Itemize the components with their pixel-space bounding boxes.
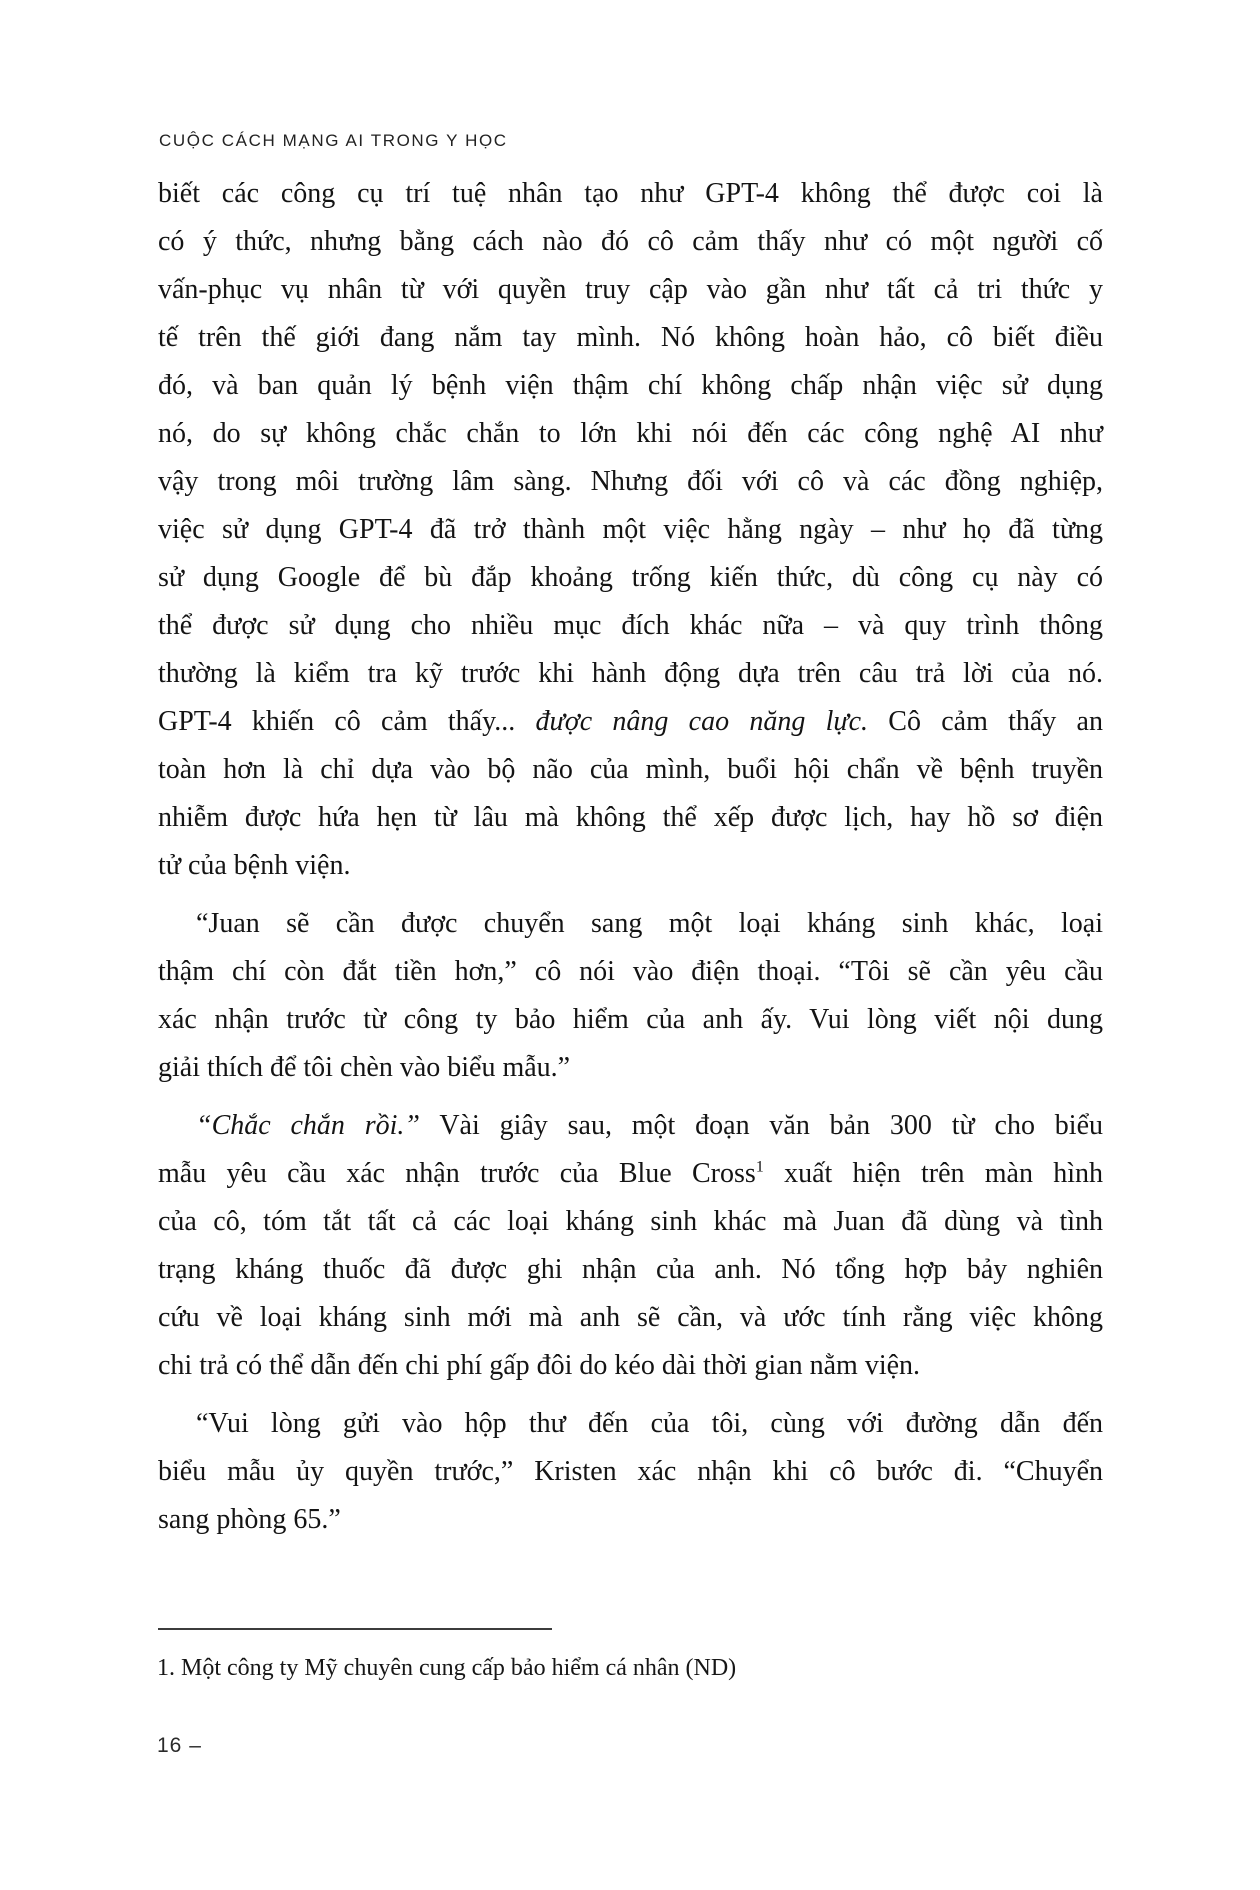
text-line <box>158 698 1103 746</box>
text-line <box>158 266 1103 314</box>
text-segment: biết các công cụ trí tuệ nhân tạo như GPT-4 không thể được coi là <box>158 178 1103 209</box>
text-segment: sang phòng 65.” <box>158 1504 341 1535</box>
text-segment: có ý thức, nhưng bằng cách nào đó cô cảm thấy như có một người cố <box>158 226 1103 257</box>
text-segment: của cô, tóm tắt tất cả các loại kháng sinh khác mà Juan đã dùng và tình <box>158 1206 1103 1237</box>
text-line <box>158 1150 1103 1198</box>
text-line <box>158 746 1103 794</box>
text-segment-italic: được nâng cao năng lực. <box>535 706 869 737</box>
text-segment: việc sử dụng GPT-4 đã trở thành một việc hằng ngày – như họ đã từng <box>158 514 1103 545</box>
text-segment: giải thích để tôi chèn vào biểu mẫu.” <box>158 1052 571 1083</box>
text-line <box>158 506 1103 554</box>
text-segment: xác nhận trước từ công ty bảo hiểm của anh ấy. Vui lòng viết nội dung <box>158 1004 1103 1035</box>
text-segment: sử dụng Google để bù đắp khoảng trống kiến thức, dù công cụ này có <box>158 562 1103 593</box>
text-segment: nó, do sự không chắc chắn to lớn khi nói đến các công nghệ AI như <box>158 418 1103 449</box>
text-segment: “Juan sẽ cần được chuyển sang một loại kháng sinh khác, loại <box>196 908 1103 939</box>
text-segment-superscript: 1 <box>755 1157 764 1176</box>
text-line <box>158 794 1103 842</box>
text-line <box>158 314 1103 362</box>
text-line <box>158 170 1103 218</box>
footnote-divider <box>158 1628 552 1630</box>
text-line <box>158 900 1103 948</box>
text-line <box>158 362 1103 410</box>
text-line <box>158 1448 1103 1496</box>
paragraph <box>158 900 1103 1092</box>
text-line <box>158 1198 1103 1246</box>
text-line <box>158 996 1103 1044</box>
paragraph <box>158 170 1103 890</box>
text-segment: Vài giây sau, một đoạn văn bản 300 từ cho biểu <box>420 1110 1103 1141</box>
text-segment: trạng kháng thuốc đã được ghi nhận của anh. Nó tổng hợp bảy nghiên <box>158 1254 1103 1285</box>
text-line <box>158 1342 1103 1390</box>
text-line <box>158 218 1103 266</box>
text-line <box>158 458 1103 506</box>
footnote: 1. Một công ty Mỹ chuyên cung cấp bảo hiểm cá nhân (ND) <box>157 1655 737 1681</box>
text-segment: tế trên thế giới đang nắm tay mình. Nó không hoàn hảo, cô biết điều <box>158 322 1103 353</box>
text-segment: vậy trong môi trường lâm sàng. Nhưng đối với cô và các đồng nghiệp, <box>158 466 1103 497</box>
text-segment: cứu về loại kháng sinh mới mà anh sẽ cần, và ước tính rằng việc không <box>158 1302 1103 1333</box>
running-header: CUỘC CÁCH MẠNG AI TRONG Y HỌC <box>159 131 508 150</box>
text-segment: đó, và ban quản lý bệnh viện thậm chí không chấp nhận việc sử dụng <box>158 370 1103 401</box>
text-segment: tử của bệnh viện. <box>158 850 351 881</box>
text-line <box>158 1044 1103 1092</box>
body-text <box>158 170 1103 1544</box>
text-line <box>158 650 1103 698</box>
text-segment: Cô cảm thấy an <box>868 706 1103 737</box>
text-line <box>158 948 1103 996</box>
text-line <box>158 1496 1103 1544</box>
text-line <box>158 554 1103 602</box>
paragraph <box>158 1102 1103 1390</box>
text-segment: toàn hơn là chỉ dựa vào bộ não của mình, buổi hội chẩn về bệnh truyền <box>158 754 1103 785</box>
text-segment: vấn-phục vụ nhân từ với quyền truy cập vào gần như tất cả tri thức y <box>158 274 1103 305</box>
text-segment: biểu mẫu ủy quyền trước,” Kristen xác nhận khi cô bước đi. “Chuyển <box>158 1456 1103 1487</box>
text-segment: GPT-4 khiến cô cảm thấy... <box>158 706 536 737</box>
text-segment: “Vui lòng gửi vào hộp thư đến của tôi, cùng với đường dẫn đến <box>196 1408 1103 1439</box>
text-segment: mẫu yêu cầu xác nhận trước của Blue Cross <box>158 1158 756 1189</box>
text-line <box>158 1294 1103 1342</box>
page-number: 16 – <box>157 1734 202 1757</box>
text-line <box>158 1246 1103 1294</box>
text-segment: thường là kiểm tra kỹ trước khi hành động dựa trên câu trả lời của nó. <box>158 658 1103 689</box>
text-segment-italic: “Chắc chắn rồi.” <box>196 1110 421 1141</box>
paragraph <box>158 1400 1103 1544</box>
text-segment: nhiễm được hứa hẹn từ lâu mà không thể xếp được lịch, hay hồ sơ điện <box>158 802 1103 833</box>
text-line <box>158 602 1103 650</box>
text-segment: thể được sử dụng cho nhiều mục đích khác nữa – và quy trình thông <box>158 610 1103 641</box>
text-line <box>158 410 1103 458</box>
text-line <box>158 842 1103 890</box>
text-line <box>158 1102 1103 1150</box>
text-segment: thậm chí còn đắt tiền hơn,” cô nói vào điện thoại. “Tôi sẽ cần yêu cầu <box>158 956 1103 987</box>
text-line <box>158 1400 1103 1448</box>
text-segment: chi trả có thể dẫn đến chi phí gấp đôi do kéo dài thời gian nằm viện. <box>158 1350 921 1381</box>
text-segment: xuất hiện trên màn hình <box>763 1158 1103 1189</box>
